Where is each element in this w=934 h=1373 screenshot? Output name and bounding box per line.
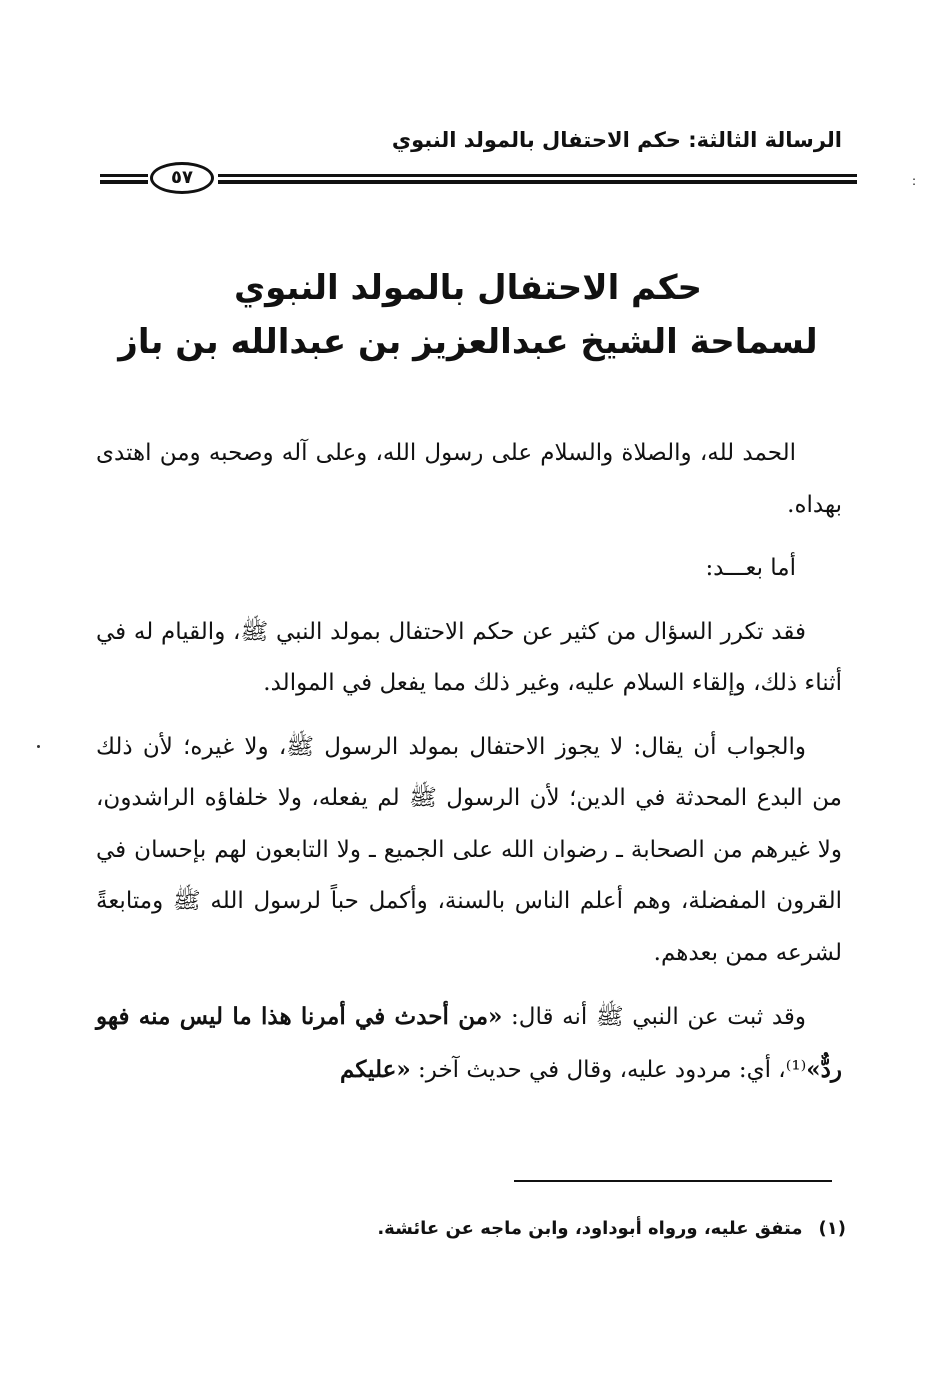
page-subtitle: لسماحة الشيخ عبدالعزيز بن عبدالله بن باز xyxy=(118,322,818,362)
body-text xyxy=(96,428,842,1108)
running-header: الرسالة الثالثة: حكم الاحتفال بالمولد النبوي xyxy=(391,128,842,152)
margin-dot xyxy=(37,745,40,748)
header-rule xyxy=(100,162,857,198)
paragraph-opening: الحمد لله، والصلاة والسلام على رسول الله، وعلى آله وصحبه ومن اهتدى بهداه. xyxy=(96,440,842,518)
footnote-number: (١) xyxy=(818,1218,846,1239)
paragraph-amma-bad: أما بعـــد: xyxy=(705,555,796,581)
paragraph-hadith xyxy=(96,991,842,1096)
paragraph-question: فقد تكرر السؤال من كثير عن حكم الاحتفال بمولد النبي ﷺ، والقيام له في أثناء ذلك، وإلقاء السلام عليه، وغير ذلك مما يفعل في الموالد. xyxy=(96,618,842,696)
header-rule-right xyxy=(218,174,857,184)
hadith-quote-2: «عليكم xyxy=(340,1055,411,1083)
hadith-intro: وقد ثبت عن النبي ﷺ أنه قال: xyxy=(502,1004,806,1030)
hadith-quote: «من أحدث في أمرنا هذا ما ليس منه فهو ردٌّ» xyxy=(96,1003,842,1083)
footnote xyxy=(377,1218,846,1239)
footnote-text: متفق عليه، ورواه أبوداود، وابن ماجه عن عائشة. xyxy=(377,1218,803,1239)
header-rule-left xyxy=(100,174,148,184)
page-title: حكم الاحتفال بالمولد النبوي xyxy=(233,268,702,308)
page-number: ٥٧ xyxy=(150,162,214,194)
side-mark: : xyxy=(912,174,917,188)
hadith-explanation: ⁽¹⁾، أي: مردود عليه، وقال في حديث آخر: xyxy=(410,1056,807,1083)
footnote-rule xyxy=(514,1180,832,1182)
paragraph-answer: والجواب أن يقال: لا يجوز الاحتفال بمولد الرسول ﷺ، ولا غيره؛ لأن ذلك من البدع المحدثة في الدين؛ لأن الرسول ﷺ لم يفعله، ولا خلفاؤه الراشدون، ولا غيرهم من الصحابة ـ رضوان الله على الجميع ـ ولا التابعون لهم بإحسان في القرون المفضلة، وهم أعلم الناس بالسنة، وأكمل حباً لرسول الله ﷺ ومتابعةً لشرعه ممن بعدهم. xyxy=(96,733,842,966)
